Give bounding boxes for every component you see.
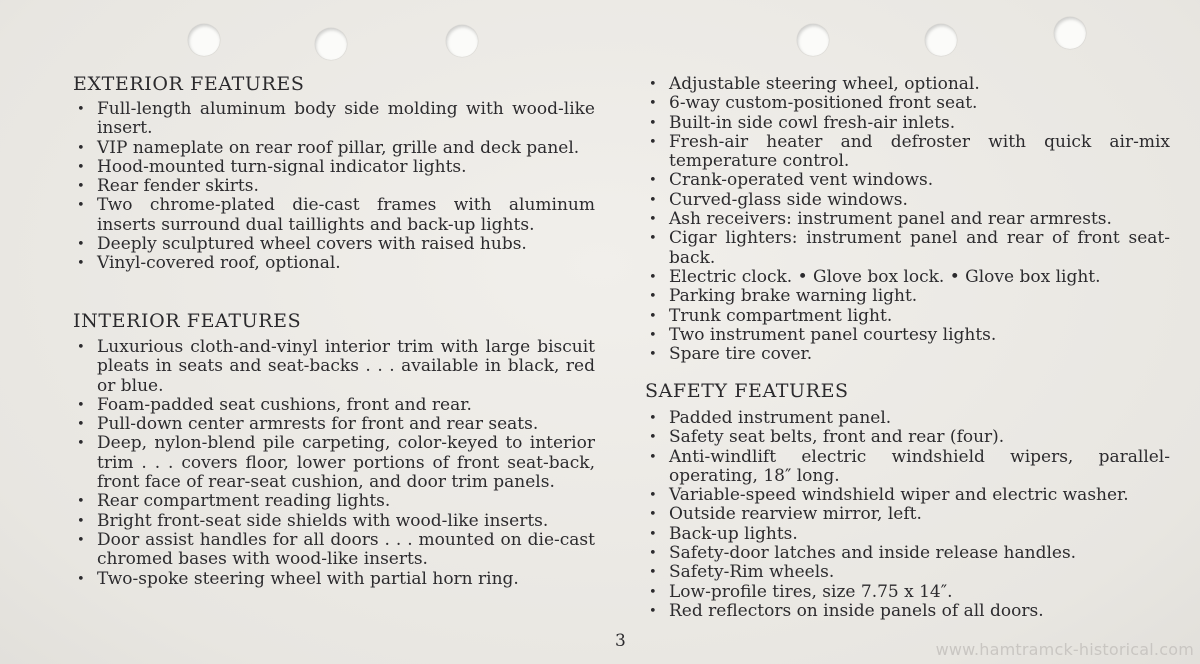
- feature-item: [645, 75, 1170, 94]
- feature-item: [645, 210, 1170, 229]
- interior-features-continued-list: [645, 75, 1170, 364]
- feature-item: [73, 235, 595, 254]
- bullet-icon: •: [77, 102, 85, 117]
- bullet-icon: •: [649, 507, 657, 523]
- feature-text: Padded instrument panel.: [669, 408, 892, 428]
- feature-text: Safety-door latches and inside release handles.: [669, 543, 1077, 564]
- feature-text: Safety seat belts, front and rear (four).: [669, 427, 1005, 448]
- feature-item: [645, 229, 1170, 268]
- feature-text: Variable-speed windshield wiper and electric washer.: [669, 485, 1129, 506]
- feature-text: Luxurious cloth-and-vinyl interior trim with large biscuit pleats in seats and seat-backs . . . available in black, red or blue.: [97, 337, 595, 396]
- feature-text: Deep, nylon-blend pile carpeting, color-keyed to interior trim . . . covers floor, lower portions of front seat-back, front face of rear-seat cushion, and door trim panels.: [97, 433, 595, 493]
- bullet-icon: •: [77, 179, 85, 195]
- bullet-icon: •: [649, 565, 657, 581]
- bullet-icon: •: [649, 96, 657, 112]
- feature-text: Anti-windlift electric windshield wipers, parallel-operating, 18″ long.: [669, 446, 1170, 486]
- feature-item: [73, 196, 595, 235]
- bullet-icon: •: [649, 231, 657, 247]
- feature-item: [73, 158, 595, 177]
- feature-item: [645, 133, 1170, 172]
- bullet-icon: •: [77, 237, 85, 253]
- feature-item: [645, 563, 1170, 582]
- feature-item: [645, 307, 1170, 326]
- bullet-icon: •: [649, 173, 657, 189]
- feature-text: Cigar lighters: instrument panel and rear of front seat-back.: [669, 228, 1170, 268]
- feature-item: [73, 396, 595, 415]
- bullet-icon: •: [649, 327, 657, 343]
- feature-text: Back-up lights.: [669, 523, 798, 544]
- binder-hole: [446, 25, 478, 57]
- feature-item: [73, 100, 595, 139]
- feature-item: [645, 525, 1170, 544]
- feature-item: [645, 287, 1170, 306]
- feature-item: [645, 191, 1170, 210]
- feature-text: Safety-Rim wheels.: [669, 562, 835, 583]
- bullet-icon: •: [649, 411, 657, 426]
- exterior-features-list: [73, 100, 595, 274]
- feature-item: [73, 492, 595, 511]
- feature-item: [645, 114, 1170, 133]
- bullet-icon: •: [77, 494, 85, 510]
- feature-item: [73, 338, 595, 396]
- bullet-icon: •: [649, 546, 657, 562]
- feature-text: Red reflectors on inside panels of all doors.: [669, 600, 1044, 621]
- bullet-icon: •: [77, 513, 85, 529]
- safety-features-list: [645, 409, 1170, 621]
- bullet-icon: •: [649, 347, 657, 363]
- feature-item: [645, 448, 1170, 487]
- bullet-icon: •: [649, 584, 657, 600]
- feature-text: Built-in side cowl fresh-air inlets.: [669, 112, 956, 133]
- bullet-icon: •: [649, 603, 657, 619]
- feature-item: [73, 254, 595, 273]
- feature-text: Curved-glass side windows.: [669, 189, 908, 210]
- feature-text: Trunk compartment light.: [669, 305, 893, 326]
- feature-text: Rear compartment reading lights.: [97, 491, 391, 512]
- feature-text: Vinyl-covered roof, optional.: [97, 253, 341, 274]
- feature-item: [645, 326, 1170, 345]
- safety-features-heading: SAFETY FEATURES: [645, 380, 849, 402]
- feature-item: [73, 434, 595, 492]
- bullet-icon: •: [77, 340, 85, 355]
- bullet-icon: •: [649, 430, 657, 446]
- feature-text: Low-profile tires, size 7.75 x 14″.: [669, 581, 953, 602]
- feature-text: Door assist handles for all doors . . . mounted on die-cast chromed bases with wood-like inserts.: [97, 529, 595, 570]
- bullet-icon: •: [77, 417, 85, 433]
- bullet-icon: •: [77, 198, 85, 214]
- bullet-icon: •: [649, 134, 657, 150]
- binder-hole: [1054, 17, 1086, 49]
- feature-item: [645, 486, 1170, 505]
- feature-item: [73, 512, 595, 531]
- feature-item: [645, 583, 1170, 602]
- feature-text: Two-spoke steering wheel with partial horn ring.: [97, 568, 519, 589]
- bullet-icon: •: [77, 159, 85, 175]
- interior-features-heading: INTERIOR FEATURES: [73, 310, 302, 332]
- bullet-icon: •: [649, 308, 657, 324]
- binder-hole: [925, 24, 957, 56]
- bullet-icon: •: [649, 115, 657, 131]
- feature-text: Spare tire cover.: [669, 344, 813, 365]
- exterior-features-heading: EXTERIOR FEATURES: [73, 73, 305, 95]
- feature-item: [645, 171, 1170, 190]
- feature-text: Foam-padded seat cushions, front and rear.: [97, 394, 472, 415]
- feature-text: Rear fender skirts.: [97, 176, 259, 197]
- feature-text: Two chrome-plated die-cast frames with aluminum inserts surround dual taillights and back-up lights.: [97, 195, 595, 235]
- bullet-icon: •: [649, 77, 657, 92]
- interior-features-list: [73, 338, 595, 589]
- bullet-icon: •: [649, 488, 657, 504]
- feature-item: [645, 94, 1170, 113]
- bullet-icon: •: [77, 140, 85, 156]
- feature-text: Deeply sculptured wheel covers with raised hubs.: [97, 234, 527, 255]
- binder-hole: [315, 28, 347, 60]
- feature-item: [645, 268, 1170, 287]
- feature-text: Parking brake warning light.: [669, 286, 918, 307]
- bullet-icon: •: [649, 269, 657, 285]
- binder-hole: [797, 24, 829, 56]
- feature-item: [73, 177, 595, 196]
- feature-text: Adjustable steering wheel, optional.: [669, 74, 980, 94]
- feature-text: 6-way custom-positioned front seat.: [669, 93, 978, 114]
- bullet-icon: •: [649, 526, 657, 542]
- feature-item: [73, 531, 595, 570]
- bullet-icon: •: [649, 192, 657, 208]
- bullet-icon: •: [77, 397, 85, 413]
- bullet-icon: •: [77, 532, 85, 548]
- watermark: www.hamtramck-historical.com: [935, 640, 1194, 659]
- feature-text: Ash receivers: instrument panel and rear armrests.: [669, 209, 1112, 230]
- bullet-icon: •: [649, 449, 657, 465]
- feature-item: [645, 602, 1170, 621]
- page-number: 3: [615, 631, 626, 651]
- feature-text: Outside rearview mirror, left.: [669, 504, 922, 525]
- feature-item: [73, 139, 595, 158]
- feature-item: [645, 544, 1170, 563]
- feature-item: [645, 409, 1170, 428]
- bullet-icon: •: [649, 289, 657, 305]
- feature-item: [645, 505, 1170, 524]
- bullet-icon: •: [77, 571, 85, 587]
- binder-hole: [188, 24, 220, 56]
- bullet-icon: •: [649, 212, 657, 228]
- feature-text: Crank-operated vent windows.: [669, 170, 934, 191]
- feature-text: Hood-mounted turn-signal indicator lights.: [97, 156, 467, 177]
- feature-item: [645, 428, 1170, 447]
- feature-item: [645, 345, 1170, 364]
- feature-text: Bright front-seat side shields with wood-like inserts.: [97, 510, 549, 531]
- feature-item: [73, 415, 595, 434]
- bullet-icon: •: [77, 256, 85, 272]
- feature-text: Fresh-air heater and defroster with quick air-mix temperature control.: [669, 131, 1170, 172]
- bullet-icon: •: [77, 436, 85, 452]
- feature-text: Pull-down center armrests for front and rear seats.: [97, 414, 539, 435]
- feature-text: Two instrument panel courtesy lights.: [669, 324, 997, 345]
- feature-text: VIP nameplate on rear roof pillar, grille and deck panel.: [97, 137, 580, 158]
- feature-text: Electric clock. • Glove box lock. • Glove box light.: [669, 266, 1101, 287]
- feature-item: [73, 570, 595, 589]
- feature-text: Full-length aluminum body side molding with wood-like insert.: [97, 99, 595, 139]
